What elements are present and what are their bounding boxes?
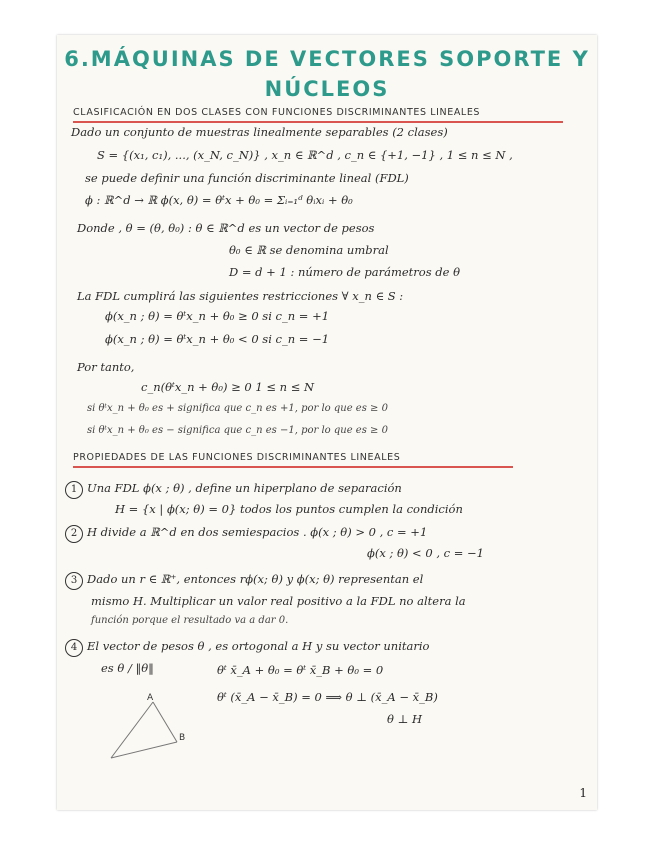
derivation-line: θᵗ (x̄_A − x̄_B) = 0 ⟹ θ ⊥ (x̄_A − x̄_B) bbox=[217, 690, 438, 704]
item-number-circle: 2 bbox=[65, 525, 83, 543]
text-line: c_n(θᵗx_n + θ₀) ≥ 0 1 ≤ n ≤ N bbox=[141, 380, 315, 394]
page-title-line2: NÚCLEOS bbox=[264, 77, 390, 101]
item-text: H divide a ℝ^d en dos semiespacios . ϕ(x ; θ) > 0 , c = +1 bbox=[87, 525, 428, 539]
item-number-circle: 3 bbox=[65, 572, 83, 590]
item-number-circle: 1 bbox=[65, 481, 83, 499]
text-line: H = {x | ϕ(x; θ) = 0} todos los puntos cumplen la condición bbox=[115, 502, 463, 516]
text-line: La FDL cumplirá las siguientes restricciones ∀ x_n ∈ S : bbox=[77, 289, 404, 303]
derivation-line: θᵗ x̄_A + θ₀ = θᵗ x̄_B + θ₀ = 0 bbox=[217, 663, 384, 677]
derivation-line: θ ⊥ H bbox=[387, 712, 423, 726]
text-line: Donde , θ = (θ, θ₀) : θ ∈ ℝ^d es un vector de pesos bbox=[77, 221, 375, 235]
text-line: D = d + 1 : número de parámetros de θ bbox=[229, 265, 461, 279]
text-line: si θᵗx_n + θ₀ es + significa que c_n es +1, por lo que es ≥ 0 bbox=[87, 403, 388, 414]
text-line: función porque el resultado va a dar 0. bbox=[91, 615, 289, 626]
heading-underline bbox=[73, 466, 513, 468]
vector-sketch bbox=[107, 690, 197, 762]
sketch-label-a: A bbox=[147, 693, 154, 703]
sketch-label-b: B bbox=[179, 733, 186, 743]
property-item-1 bbox=[65, 481, 402, 499]
text-line: Dado un conjunto de muestras linealmente separables (2 clases) bbox=[71, 125, 448, 139]
text-line: si θᵗx_n + θ₀ es − significa que c_n es −1, por lo que es ≥ 0 bbox=[87, 425, 388, 436]
text-line: ϕ : ℝ^d → ℝ ϕ(x, θ) = θᵗx + θ₀ = Σᵢ₌₁ᵈ θᵢxᵢ + θ₀ bbox=[85, 193, 353, 207]
page-number: 1 bbox=[579, 786, 587, 800]
text-line: ϕ(x_n ; θ) = θᵗx_n + θ₀ < 0 si c_n = −1 bbox=[105, 332, 330, 346]
section-heading-classification: CLASIFICACIÓN EN DOS CLASES CON FUNCIONES DISCRIMINANTES LINEALES bbox=[73, 107, 481, 118]
heading-underline bbox=[73, 121, 563, 123]
property-item-4 bbox=[65, 639, 429, 657]
property-item-2 bbox=[65, 525, 427, 543]
text-line: mismo H. Multiplicar un valor real positivo a la FDL no altera la bbox=[91, 594, 466, 608]
page-title: 6.MÁQUINAS DE VECTORES SOPORTE Y bbox=[64, 47, 590, 71]
text-line: es θ / ‖θ‖ bbox=[101, 661, 154, 675]
section-heading-properties: PROPIEDADES DE LAS FUNCIONES DISCRIMINANTES LINEALES bbox=[73, 452, 401, 463]
item-number-circle: 4 bbox=[65, 639, 83, 657]
text-line: S = {(x₁, c₁), ..., (x_N, c_N)} , x_n ∈ ℝ^d , c_n ∈ {+1, −1} , 1 ≤ n ≤ N , bbox=[97, 148, 513, 162]
property-item-3 bbox=[65, 572, 423, 590]
text-line: ϕ(x_n ; θ) = θᵗx_n + θ₀ ≥ 0 si c_n = +1 bbox=[105, 309, 330, 323]
text-line: se puede definir una función discriminante lineal (FDL) bbox=[85, 171, 409, 185]
text-line: θ₀ ∈ ℝ se denomina umbral bbox=[229, 243, 389, 257]
notebook-page bbox=[57, 35, 597, 810]
text-line: ϕ(x ; θ) < 0 , c = −1 bbox=[367, 546, 484, 560]
item-text: Una FDL ϕ(x ; θ) , define un hiperplano de separación bbox=[87, 481, 402, 495]
text-line: Por tanto, bbox=[77, 360, 135, 374]
item-text: Dado un r ∈ ℝ⁺, entonces rϕ(x; θ) y ϕ(x; θ) representan el bbox=[87, 572, 424, 586]
sketch-line bbox=[153, 702, 177, 742]
item-text: El vector de pesos θ , es ortogonal a H y su vector unitario bbox=[87, 639, 430, 653]
